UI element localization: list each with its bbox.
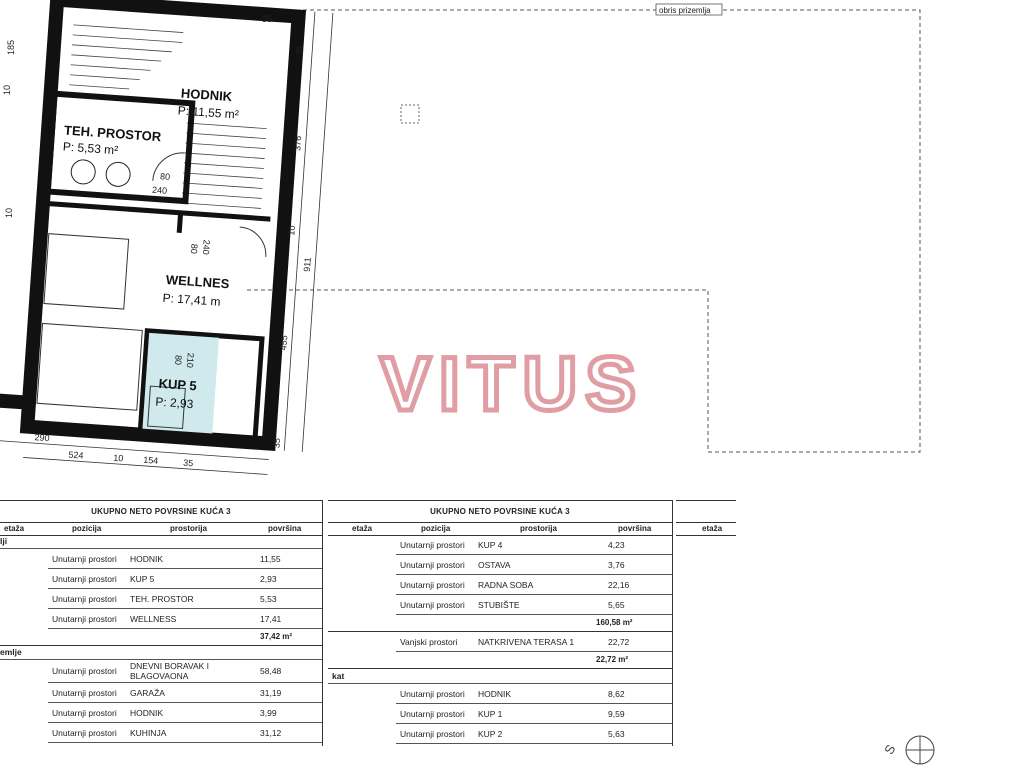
boiler-symbol bbox=[70, 159, 96, 185]
table-row bbox=[48, 549, 322, 569]
dim-524: 524 bbox=[68, 449, 84, 461]
cell-povrsina: 4,23 bbox=[608, 540, 625, 550]
boiler-symbol bbox=[105, 162, 131, 188]
bench bbox=[37, 323, 142, 410]
dim-154: 154 bbox=[142, 454, 159, 466]
table-row bbox=[396, 535, 672, 555]
cell-povrsina: 31,19 bbox=[260, 688, 282, 698]
cell-prostorija: WELLNESS bbox=[130, 614, 177, 624]
section-row bbox=[0, 535, 322, 549]
col-etaza: etaža bbox=[352, 524, 373, 533]
cell-pozicija: Unutarnji prostori bbox=[400, 560, 465, 570]
col-pozicija: pozicija bbox=[72, 524, 102, 533]
cell-povrsina: 3,99 bbox=[260, 708, 277, 718]
cell-prostorija: KUP 4 bbox=[478, 540, 503, 550]
cell-pozicija: Unutarnji prostori bbox=[400, 600, 465, 610]
section-label: lji bbox=[0, 536, 8, 546]
cell-povrsina: 22,16 bbox=[608, 580, 630, 590]
column-marker bbox=[401, 105, 419, 123]
dim-10: 10 bbox=[2, 84, 12, 95]
dim-455: 455 bbox=[278, 334, 290, 351]
cell-povrsina: 22,72 bbox=[608, 637, 630, 647]
table-header bbox=[328, 522, 672, 536]
table-row bbox=[396, 724, 672, 744]
dim-35: 35 bbox=[271, 437, 283, 449]
door-dim: 240 bbox=[151, 184, 168, 196]
dim-911: 911 bbox=[301, 257, 313, 273]
cell-prostorija: HODNIK bbox=[130, 708, 164, 718]
cell-pozicija: Unutarnji prostori bbox=[52, 708, 117, 718]
north-arrow-icon bbox=[880, 732, 940, 768]
cell-pozicija: Unutarnji prostori bbox=[400, 540, 465, 550]
table-row bbox=[48, 703, 322, 723]
cell-prostorija: KUHINJA bbox=[130, 728, 167, 738]
cell-pozicija: Unutarnji prostori bbox=[52, 688, 117, 698]
area-table-2 bbox=[328, 500, 673, 746]
total-value: 37,42 m² bbox=[260, 632, 293, 641]
col-etaza: etaža bbox=[702, 524, 723, 533]
room-area-teh-prostor: P: 5,53 m² bbox=[62, 139, 119, 158]
dim-35: 35 bbox=[182, 457, 194, 469]
door-dim: 240 bbox=[200, 239, 212, 256]
dim-10: 10 bbox=[4, 207, 14, 218]
total-row bbox=[328, 652, 672, 669]
cell-pozicija: Unutarnji prostori bbox=[52, 594, 117, 604]
table-row bbox=[48, 723, 322, 743]
room-area-hodnik: P: 11,55 m² bbox=[177, 103, 240, 122]
cell-pozicija: Unutarnji prostori bbox=[52, 574, 117, 584]
table-header bbox=[0, 522, 322, 536]
door-arc bbox=[238, 227, 268, 257]
table-row bbox=[396, 595, 672, 615]
door-dim: 80 bbox=[188, 243, 200, 255]
table-row bbox=[396, 632, 672, 652]
room-name-wellness: WELLNES bbox=[165, 271, 230, 292]
dim-35-top: 35 bbox=[262, 14, 273, 24]
col-prostorija: prostorija bbox=[170, 524, 207, 533]
cell-pozicija: Unutarnji prostori bbox=[400, 580, 465, 590]
door-dim: 80 bbox=[172, 354, 184, 366]
area-table-3 bbox=[676, 500, 736, 535]
col-pozicija: pozicija bbox=[421, 524, 451, 533]
dim-185: 185 bbox=[6, 39, 16, 55]
total-row bbox=[0, 629, 322, 646]
cell-prostorija: GARAŽA bbox=[130, 688, 165, 698]
cell-povrsina: 3,76 bbox=[608, 560, 625, 570]
cell-prostorija: OSTAVA bbox=[478, 560, 511, 570]
room-name-teh-prostor: TEH. PROSTOR bbox=[63, 122, 162, 145]
room-area-kup5: P: 2,93 bbox=[154, 394, 194, 412]
section-row bbox=[328, 669, 672, 684]
cell-pozicija: Unutarnji prostori bbox=[400, 729, 465, 739]
table-header bbox=[676, 522, 736, 536]
door-dim: 80 bbox=[159, 171, 171, 182]
cell-povrsina: 8,62 bbox=[608, 689, 625, 699]
cell-povrsina: 5,63 bbox=[608, 729, 625, 739]
dimension-line-right-outer bbox=[302, 13, 333, 452]
cell-povrsina: 31,12 bbox=[260, 728, 282, 738]
vitus-watermark: VITUS bbox=[380, 342, 644, 427]
table-row bbox=[48, 683, 322, 703]
table-row bbox=[396, 555, 672, 575]
cell-prostorija: STUBIŠTE bbox=[478, 600, 520, 610]
cell-pozicija: Vanjski prostori bbox=[400, 637, 458, 647]
table-row bbox=[48, 660, 322, 683]
cell-prostorija: HODNIK bbox=[478, 689, 512, 699]
section-label: kat bbox=[332, 671, 345, 681]
cell-prostorija: KUP 5 bbox=[130, 574, 155, 584]
cell-prostorija: DNEVNI BORAVAK I BLAGOVAONA bbox=[130, 661, 210, 681]
sauna bbox=[44, 234, 129, 309]
table-title: UKUPNO NETO POVRSINE KUĆA 3 bbox=[91, 507, 231, 516]
cell-pozicija: Unutarnji prostori bbox=[400, 709, 465, 719]
total-value: 160,58 m² bbox=[596, 618, 633, 627]
cell-prostorija: KUP 2 bbox=[478, 729, 503, 739]
building-plan bbox=[0, 0, 333, 477]
cell-pozicija: Unutarnji prostori bbox=[52, 554, 117, 564]
table-row bbox=[48, 609, 322, 629]
cell-prostorija: NATKRIVENA TERASA 1 bbox=[478, 637, 575, 647]
cell-povrsina: 58,48 bbox=[260, 666, 282, 676]
table-row bbox=[396, 704, 672, 724]
cell-povrsina: 11,55 bbox=[260, 554, 281, 564]
compass-letter: S bbox=[881, 741, 899, 757]
cell-povrsina: 5,53 bbox=[260, 594, 277, 604]
col-prostorija: prostorija bbox=[520, 524, 557, 533]
cell-povrsina: 5,65 bbox=[608, 600, 625, 610]
cell-prostorija: TEH. PROSTOR bbox=[130, 594, 194, 604]
table-row bbox=[396, 684, 672, 704]
table-title: UKUPNO NETO POVRSINE KUĆA 3 bbox=[430, 507, 570, 516]
cell-prostorija: RADNA SOBA bbox=[478, 580, 534, 590]
cell-pozicija: Unutarnji prostori bbox=[52, 728, 117, 738]
dim-35: 35 bbox=[293, 45, 305, 57]
room-name-hodnik: HODNIK bbox=[180, 85, 233, 105]
dim-10: 10 bbox=[113, 452, 124, 464]
outline-label: obris prizemlja bbox=[659, 6, 711, 15]
cell-povrsina: 2,93 bbox=[260, 574, 277, 584]
cell-prostorija: KUP 1 bbox=[478, 709, 503, 719]
cell-prostorija: HODNIK bbox=[130, 554, 164, 564]
col-povrsina: površina bbox=[268, 524, 302, 533]
area-table-1 bbox=[0, 500, 323, 746]
section-row bbox=[0, 646, 322, 660]
cell-pozicija: Unutarnji prostori bbox=[52, 614, 117, 624]
cell-pozicija: Unutarnji prostori bbox=[400, 689, 465, 699]
cell-povrsina: 17,41 bbox=[260, 614, 282, 624]
cell-pozicija: Unutarnji prostori bbox=[52, 666, 117, 676]
room-area-wellness: P: 17,41 m bbox=[162, 290, 222, 309]
dim-10: 10 bbox=[286, 225, 297, 236]
cell-povrsina: 9,59 bbox=[608, 709, 625, 719]
table-row bbox=[48, 589, 322, 609]
door-dim: 210 bbox=[184, 352, 196, 369]
col-etaza: etaža bbox=[4, 524, 25, 533]
room-name-kup5: KUP 5 bbox=[158, 375, 198, 394]
table-row bbox=[396, 575, 672, 595]
dim-376: 376 bbox=[292, 135, 304, 152]
total-value: 22,72 m² bbox=[596, 655, 629, 664]
total-row bbox=[328, 615, 672, 632]
dim-290: 290 bbox=[34, 432, 50, 444]
col-povrsina: površina bbox=[618, 524, 652, 533]
table-row bbox=[48, 569, 322, 589]
section-label: emlje bbox=[0, 647, 22, 657]
